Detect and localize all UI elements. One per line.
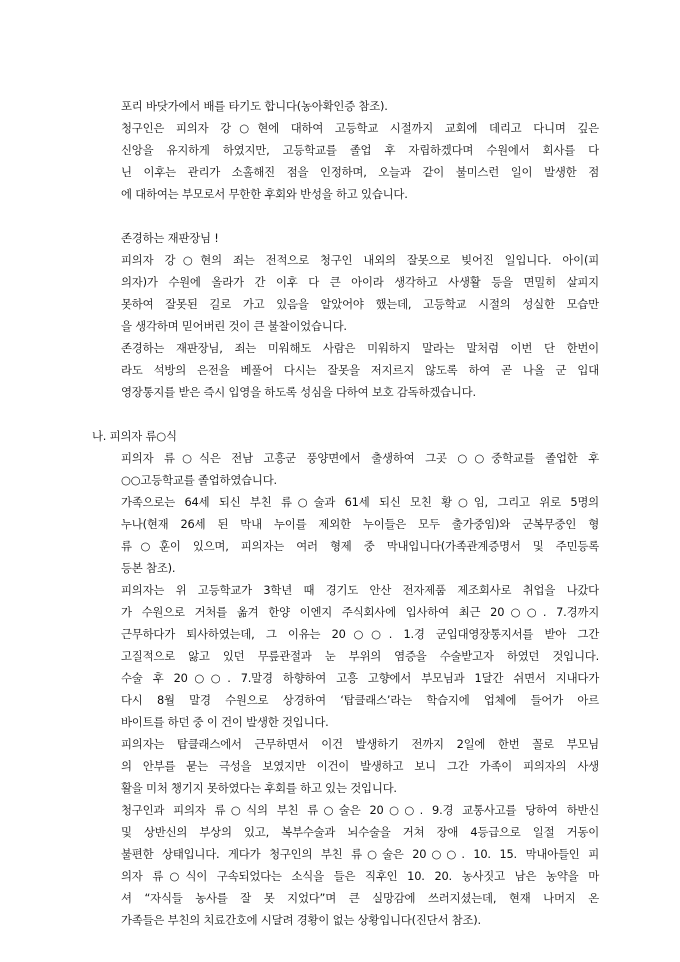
text-line: 누나(현재 26세 된 막내 누이를 제외한 누이들은 모두 출가중임)와 군복무중인 형 xyxy=(121,517,599,531)
text-line: 가족으로는 64세 되신 부친 류○술과 61세 되신 모친 황○임, 그리고 위로 5명의 xyxy=(121,495,599,509)
text-line: 피의자는 위 고등학교가 3학년 때 경기도 안산 전자제품 제조회사로 취업을 나갔다 xyxy=(121,583,599,597)
text-line: 바이트를 하던 중 이 건이 발생한 것입니다. xyxy=(121,715,329,729)
text-line: 피의자 류○식은 전남 고흥군 풍양면에서 출생하여 그곳 ○○중학교를 졸업한 후 xyxy=(121,451,599,465)
text-line: 가 수원으로 거처를 옮겨 한양 이엔지 주식회사에 입사하여 최근 20○○. 7.경까지 xyxy=(121,605,599,619)
text-line: 다시 8월 말경 수원으로 상경하여 ‘탑클래스’라는 학습지에 업체에 들어가 아르 xyxy=(121,693,599,707)
text-line: 류○훈이 있으며, 피의자는 여러 형제 중 막내입니다(가족관계증명서 및 주민등록 xyxy=(121,539,599,553)
text-line: 신앙을 유지하게 하였지만, 고등학교를 졸업 후 자립하겠다며 수원에서 회사를 다 xyxy=(121,143,599,157)
text-line: 가족들은 부친의 치료간호에 시달려 경황이 없는 상황입니다(진단서 참조). xyxy=(121,913,481,927)
text-line: 활을 미처 챙기지 못하였다는 후회를 하고 있는 것입니다. xyxy=(121,781,397,795)
text-line: 셔 “자식들 농사를 잘 못 지었다”며 큰 실망감에 쓰러지셨는데, 현재 나머지 온 xyxy=(121,891,599,905)
text-line: 피의자 강○현의 죄는 전적으로 청구인 내외의 잘못으로 빚어진 일입니다. 아이(피 xyxy=(121,253,599,267)
text-line: 닌 이후는 관리가 소홀해진 점을 인정하며, 오늘과 같이 불미스런 일이 발생한 점 xyxy=(121,165,599,179)
text-line: 등본 참조). xyxy=(121,561,176,575)
text-line: 및 상반신의 부상의 있고, 복부수술과 뇌수술을 거쳐 장애 4등급으로 일절 거동이 xyxy=(121,825,599,839)
text-line: ○○고등학교를 졸업하였습니다. xyxy=(121,473,277,487)
salutation: 존경하는 재판장님 ! xyxy=(121,231,219,245)
text-line: 못하여 잘못된 길로 가고 있음을 알았어야 했는데, 고등학교 시절의 성실한 모습만 xyxy=(121,297,599,311)
text-line: 수술 후 20○○. 7.말경 하향하여 고흥 고향에서 부모님과 1달간 쉬면서 지내다가 xyxy=(121,671,599,685)
text-line: 의 안부를 묻는 극성을 보였지만 이건이 발생하고 보니 그간 가족이 피의자의 사생 xyxy=(121,759,599,773)
section-heading: 나. 피의자 류○식 xyxy=(92,429,177,443)
text-line: 라도 석방의 은전을 베풀어 다시는 잘못을 저지르지 않도록 하여 곧 나올 군 입대 xyxy=(121,363,599,377)
text-line: 근무하다가 퇴사하였는데, 그 이유는 20○○. 1.경 군입대영장통지서를 받아 그간 xyxy=(121,627,599,641)
text-line: 고질적으로 앓고 있던 무릎관절과 눈 부위의 염증을 수술받고자 하였던 것입니다. xyxy=(121,649,599,663)
text-line: 의자)가 수원에 올라가 간 이후 다 큰 아이라 생각하고 사생활 등을 면밀히 살피지 xyxy=(121,275,599,289)
text-line: 존경하는 재판장님, 죄는 미워해도 사람은 미워하지 말라는 말처럼 이번 단 한번이 xyxy=(121,341,599,355)
text-line: 청구인은 피의자 강○현에 대하여 고등학교 시절까지 교회에 데리고 다니며 깊은 xyxy=(121,121,599,135)
text-line: 을 생각하며 믿어버린 것이 큰 불찰이었습니다. xyxy=(121,319,347,333)
text-line: 에 대하여는 부모로서 무한한 후회와 반성을 하고 있습니다. xyxy=(121,187,408,201)
text-line: 영장통지를 받은 즉시 입영을 하도록 성심을 다하여 보호 감독하겠습니다. xyxy=(121,385,476,399)
text-line: 청구인과 피의자 류○식의 부친 류○술은 20○○. 9.경 교통사고를 당하여 하반신 xyxy=(121,803,599,817)
text-line: 포리 바닷가에서 배를 타기도 합니다(농아확인증 참조). xyxy=(121,99,388,113)
text-line: 불편한 상태입니다. 게다가 청구인의 부친 류○술은 20○○. 10. 15. 막내아들인 피 xyxy=(121,847,599,861)
text-line: 의자 류○식이 구속되었다는 소식을 들은 직후인 10. 20. 농사짓고 남은 농약을 마 xyxy=(121,869,599,883)
text-line: 피의자는 탑클래스에서 근무하면서 이건 발생하기 전까지 2일에 한번 꼴로 부모님 xyxy=(121,737,599,751)
